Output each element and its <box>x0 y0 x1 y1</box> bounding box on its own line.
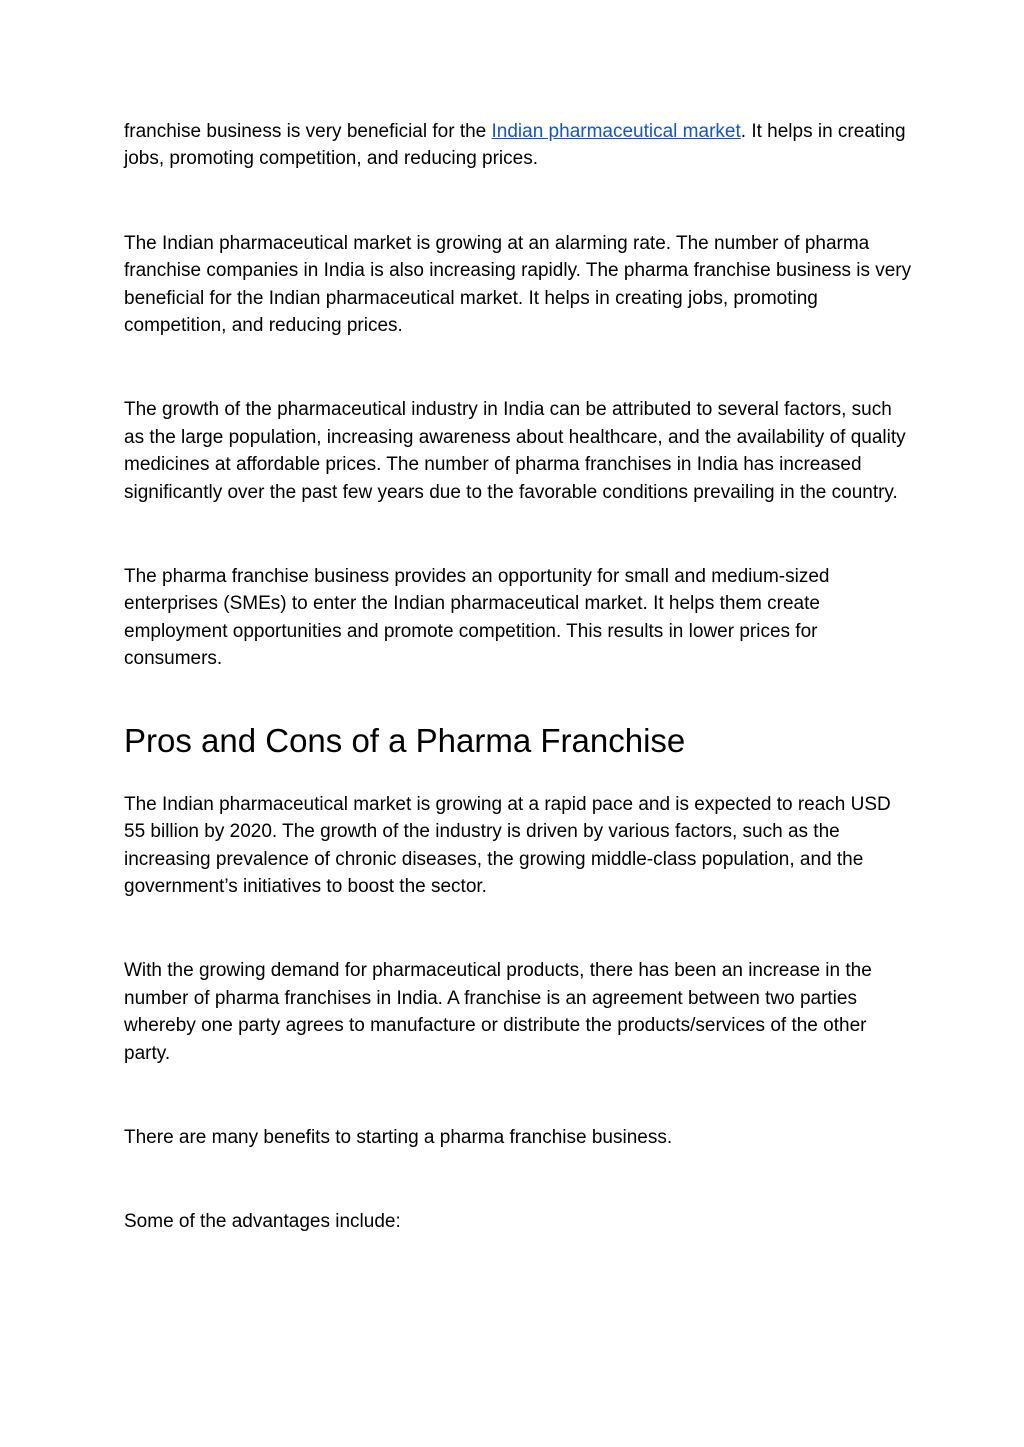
paragraph-market-forecast: The Indian pharmaceutical market is growing at a rapid pace and is expected to reach USD 55 billion by 2020. The growth of the industry is driven by various factors, such as the increasing prevalence of chronic diseases, the growing middle-class population, and the government’s initiatives to boost the sector. <box>124 793 891 897</box>
paragraph-franchise-definition: With the growing demand for pharmaceutical products, there has been an increase in the number of pharma franchises in India. A franchise is an agreement between two parties whereby one party agrees to manufacture or distribute the products/services of the other party. <box>124 960 872 1064</box>
paragraph-smes: The pharma franchise business provides an opportunity for small and medium-sized enterprises (SMEs) to enter the Indian pharmaceutical market. It helps them create employment opportunities and promote competition. This results in lower prices for consumers. <box>124 566 830 670</box>
paragraph-intro-text-end: . It helps in creating jobs, promoting competition, and reducing prices. <box>124 121 906 170</box>
paragraph-market-growth: The Indian pharmaceutical market is growing at an alarming rate. The number of pharma franchise companies in India is also increasing rapidly. The pharma franchise business is very beneficial for the Indian pharmaceutical market. It helps in creating jobs, promoting competition, and reducing prices. <box>124 232 912 337</box>
paragraph-advantages-intro: Some of the advantages include: <box>124 1211 401 1233</box>
indian-pharmaceutical-market-link[interactable]: Indian pharmaceutical market <box>491 121 741 142</box>
paragraph-intro-text-start: franchise business is very beneficial for the <box>124 121 492 142</box>
paragraph-industry-factors: The growth of the pharmaceutical industry in India can be attributed to several factors, such as the large population, increasing awareness about healthcare, and the availability of quality medicines at affordable prices. The number of pharma franchises in India has increased significantly over the past few years due to the favorable conditions prevailing in the country. <box>124 399 906 503</box>
paragraph-benefits: There are many benefits to starting a pharma franchise business. <box>124 1126 673 1148</box>
section-heading: Pros and Cons of a Pharma Franchise <box>124 721 686 759</box>
paragraph-intro <box>124 118 914 173</box>
document-page <box>124 118 914 1236</box>
